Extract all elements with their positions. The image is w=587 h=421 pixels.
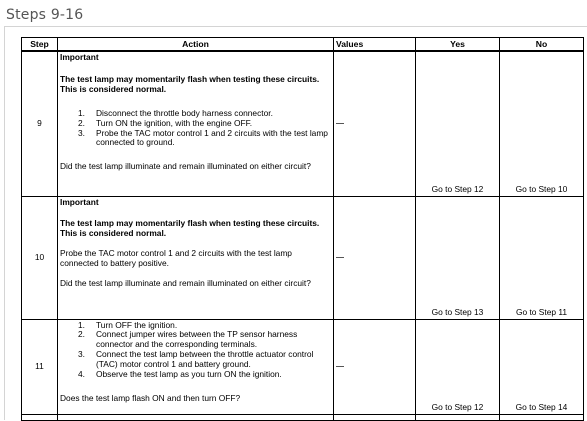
dash-mark bbox=[336, 257, 344, 258]
yes-link[interactable]: Go to Step 12 bbox=[416, 319, 500, 414]
table-row bbox=[22, 319, 584, 414]
yes-link[interactable]: Go to Step 12 bbox=[416, 51, 500, 196]
yes-link[interactable]: Go to Step 13 bbox=[416, 196, 500, 319]
partial-cell bbox=[22, 414, 58, 420]
question-text: Does the test lamp flash ON and then turn OFF? bbox=[60, 392, 241, 403]
header-action: Action bbox=[58, 38, 334, 52]
list-item: 1. Turn OFF the ignition. bbox=[78, 319, 178, 330]
step-number: 10 bbox=[22, 196, 58, 319]
table-row bbox=[22, 196, 584, 319]
dash-mark bbox=[336, 123, 344, 124]
list-item: 3. Connect the test lamp between the throttle actuator control (TAC) motor control 1 and battery ground. bbox=[78, 349, 314, 370]
list-item: 2. Connect jumper wires between the TP sensor harness connector and the corresponding terminals. bbox=[78, 329, 298, 350]
header-no: No bbox=[500, 38, 584, 52]
instruction-list bbox=[60, 109, 331, 149]
steps-table bbox=[21, 37, 584, 421]
table-row-partial bbox=[22, 414, 584, 420]
partial-cell bbox=[334, 414, 416, 420]
action-cell bbox=[58, 196, 334, 319]
values-cell bbox=[334, 319, 416, 414]
instruction-text: Probe the TAC motor control 1 and 2 circuits with the test lamp connected to battery positive. bbox=[60, 248, 292, 269]
list-item: 1. Disconnect the throttle body harness connector. bbox=[78, 107, 273, 118]
step-number: 9 bbox=[22, 51, 58, 196]
instruction-list bbox=[60, 321, 331, 380]
no-link[interactable]: Go to Step 11 bbox=[500, 196, 584, 319]
important-note: The test lamp may momentarily flash when testing these circuits. This is considered normal. bbox=[60, 218, 320, 239]
dash-mark bbox=[336, 366, 344, 367]
question-text: Did the test lamp illuminate and remain illuminated on either circuit? bbox=[60, 161, 311, 172]
list-item: 3. Probe the TAC motor control 1 and 2 circuits with the test lamp connected to ground. bbox=[78, 127, 328, 148]
action-cell bbox=[58, 319, 334, 414]
header-values: Values bbox=[334, 38, 416, 52]
header-yes: Yes bbox=[416, 38, 500, 52]
values-cell bbox=[334, 51, 416, 196]
question-text: Did the test lamp illuminate and remain illuminated on either circuit? bbox=[60, 278, 311, 289]
table-row bbox=[22, 51, 584, 196]
no-link[interactable]: Go to Step 14 bbox=[500, 319, 584, 414]
partial-cell bbox=[416, 414, 500, 420]
partial-cell bbox=[500, 414, 584, 420]
header-step: Step bbox=[22, 38, 58, 52]
action-cell bbox=[58, 51, 334, 196]
table-header-row bbox=[22, 38, 584, 52]
values-cell bbox=[334, 196, 416, 319]
no-link[interactable]: Go to Step 10 bbox=[500, 51, 584, 196]
important-note: The test lamp may momentarily flash when testing these circuits. This is considered normal. bbox=[60, 73, 320, 94]
step-number: 11 bbox=[22, 319, 58, 414]
important-label: Important bbox=[60, 196, 99, 207]
important-label: Important bbox=[60, 52, 99, 62]
partial-cell bbox=[58, 414, 334, 420]
page-title: Steps 9-16 bbox=[6, 7, 84, 23]
list-item: 2. Turn ON the ignition, with the engine OFF. bbox=[78, 117, 253, 128]
list-item: 4. Observe the test lamp as you turn ON the ignition. bbox=[78, 369, 282, 380]
